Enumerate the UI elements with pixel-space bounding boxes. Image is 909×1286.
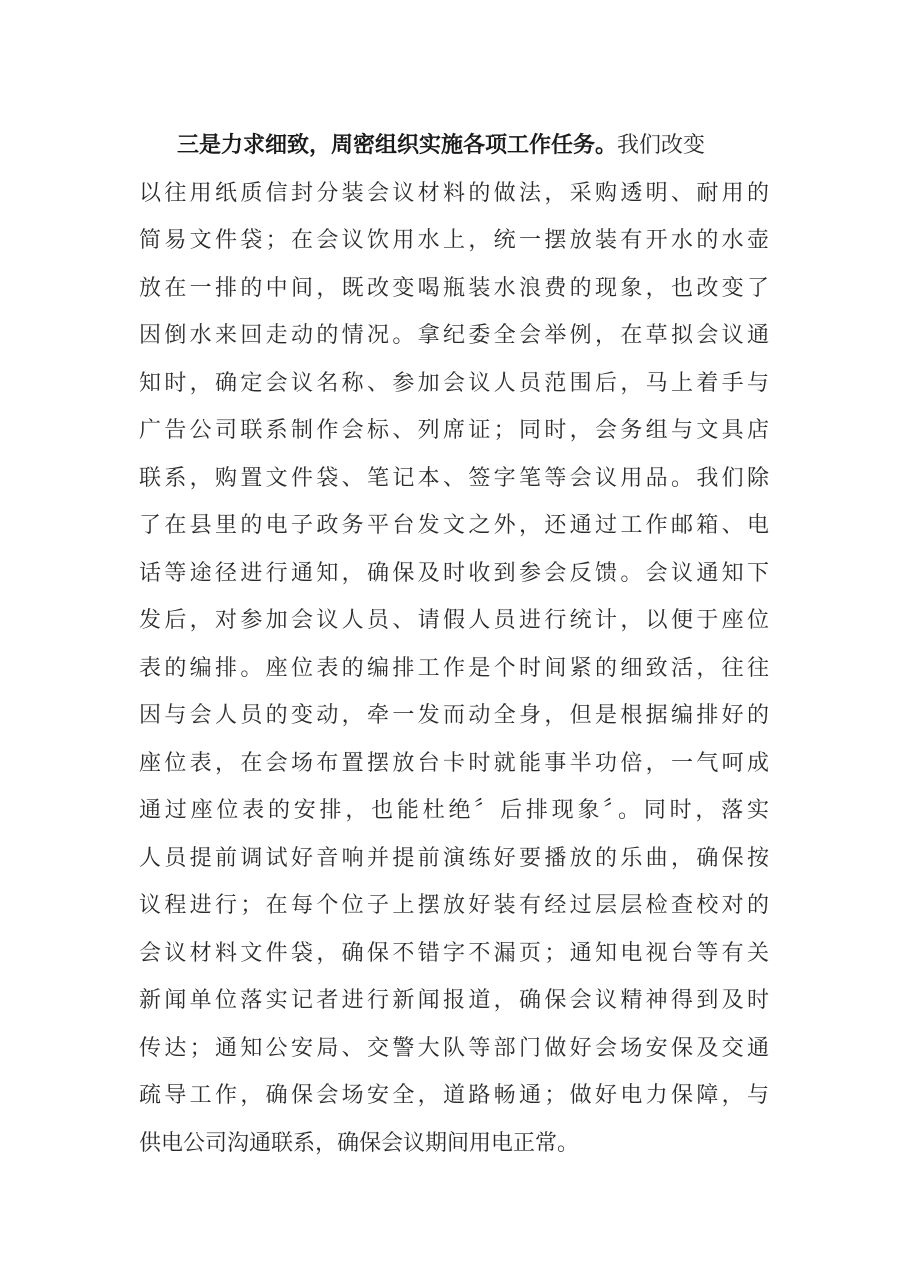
- paragraph-line: [139, 835, 779, 883]
- paragraph-line: [139, 692, 779, 740]
- paragraph-text: 以往用纸质信封分装会议材料的做法，采购透明、耐用的: [139, 180, 769, 206]
- paragraph-line: [139, 977, 779, 1025]
- paragraph-text: 会议材料文件袋，确保不错字不漏页；通知电视台等有关: [139, 940, 769, 966]
- paragraph-line: [139, 597, 779, 645]
- paragraph-text: 供电公司沟通联系，确保会议期间用电正常。: [139, 1130, 580, 1156]
- paragraph-text: 新闻单位落实记者进行新闻报道，确保会议精神得到及时: [139, 988, 769, 1013]
- paragraph-text: 话等途径进行通知，确保及时收到参会反馈。会议通知下: [139, 560, 769, 586]
- paragraph-text: 通过座位表的安排，也能杜绝〞后排现象〞。同时，落实: [139, 798, 769, 823]
- paragraph-line: [139, 930, 779, 978]
- paragraph-text: 表的编排。座位表的编排工作是个时间紧的细致活，往往: [139, 655, 769, 681]
- paragraph-text: 疏导工作，确保会场安全，道路畅通；做好电力保障，与: [139, 1083, 769, 1108]
- paragraph-text: 我们改变: [617, 133, 706, 158]
- paragraph-text: 联系，购置文件袋、笔记本、签字笔等会议用品。我们除: [139, 465, 769, 491]
- paragraph-line: [139, 312, 779, 360]
- paragraph-text: 人员提前调试好音响并提前演练好要播放的乐曲，确保按: [139, 845, 769, 871]
- paragraph-heading: 三是力求细致，周密组织实施各项工作任务。: [177, 132, 618, 158]
- paragraph-line: [139, 170, 779, 218]
- paragraph-line: [139, 360, 779, 408]
- paragraph-line-last: [139, 1120, 779, 1168]
- paragraph-line: [139, 1072, 779, 1120]
- paragraph-line: [139, 882, 779, 930]
- paragraph-text: 发后，对参加会议人员、请假人员进行统计，以便于座位: [139, 608, 769, 633]
- paragraph-line: [139, 455, 779, 503]
- paragraph-text: 因与会人员的变动，牵一发而动全身，但是根据编排好的: [139, 703, 769, 728]
- body-paragraph: [139, 122, 779, 1167]
- paragraph-text: 座位表，在会场布置摆放台卡时就能事半功倍，一气呵成: [139, 750, 769, 776]
- paragraph-line: [139, 550, 779, 598]
- paragraph-line-1: [139, 122, 779, 170]
- paragraph-line: [139, 1025, 779, 1073]
- paragraph-line: [139, 217, 779, 265]
- paragraph-line: [139, 645, 779, 693]
- paragraph-line: [139, 787, 779, 835]
- paragraph-text: 广告公司联系制作会标、列席证；同时，会务组与文具店: [139, 418, 769, 443]
- paragraph-line: [139, 407, 779, 455]
- paragraph-text: 议程进行；在每个位子上摆放好装有经过层层检查校对的: [139, 893, 769, 918]
- paragraph-line: [139, 502, 779, 550]
- paragraph-text: 因倒水来回走动的情况。拿纪委全会举例，在草拟会议通: [139, 323, 769, 348]
- paragraph-text: 简易文件袋；在会议饮用水上，统一摆放装有开水的水壶: [139, 228, 769, 253]
- paragraph-text: 了在县里的电子政务平台发文之外，还通过工作邮箱、电: [139, 513, 769, 538]
- paragraph-text: 放在一排的中间，既改变喝瓶装水浪费的现象，也改变了: [139, 275, 769, 301]
- paragraph-text: 传达；通知公安局、交警大队等部门做好会场安保及交通: [139, 1035, 769, 1061]
- paragraph-line: [139, 740, 779, 788]
- paragraph-line: [139, 265, 779, 313]
- paragraph-text: 知时，确定会议名称、参加会议人员范围后，马上着手与: [139, 370, 769, 396]
